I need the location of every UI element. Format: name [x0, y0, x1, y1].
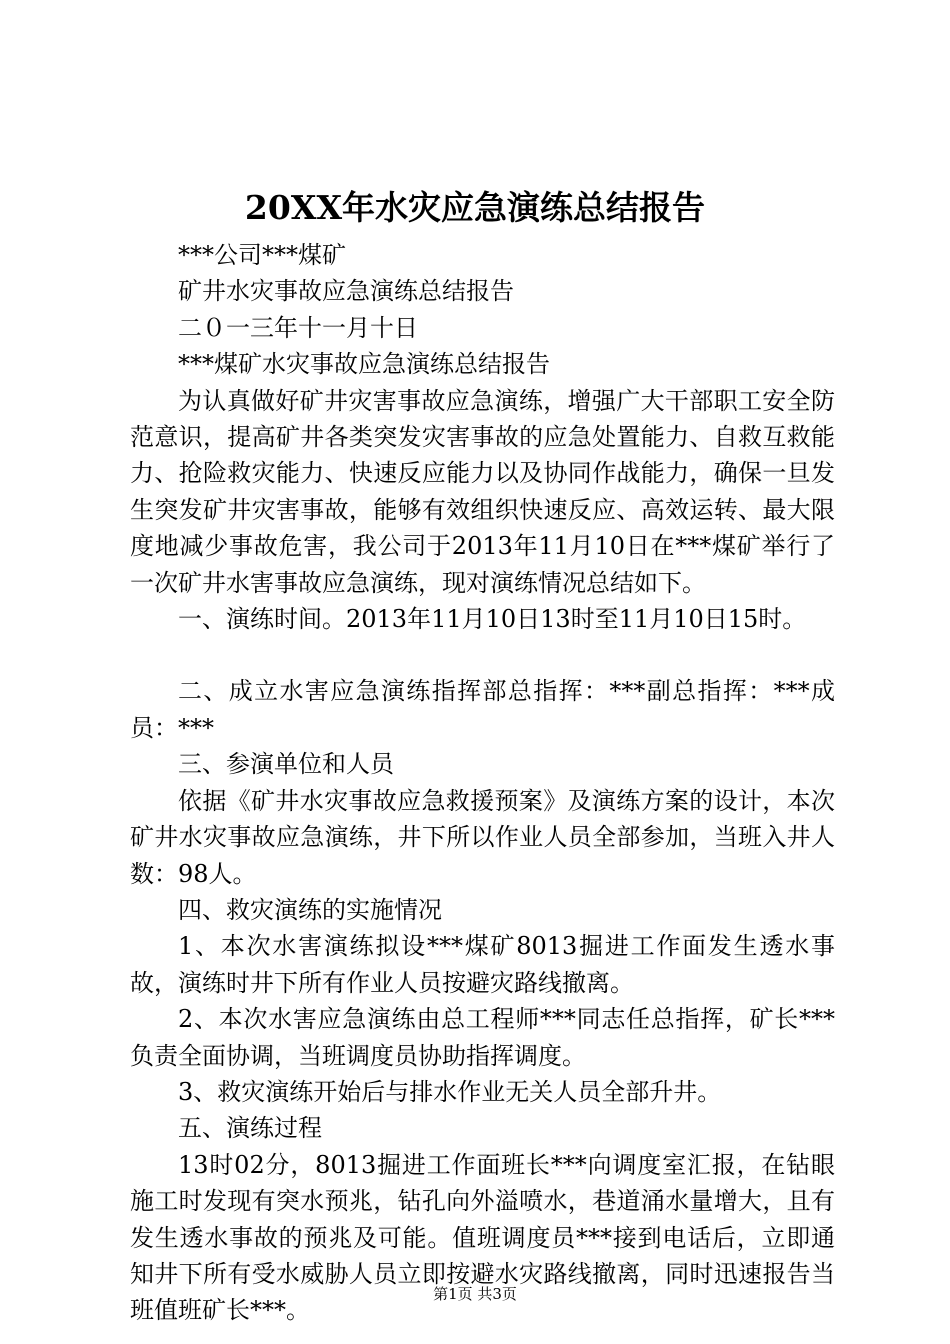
section-4-item-1: 1、本次水害演练拟设***煤矿8013掘进工作面发生透水事故，演练时井下所有作业人员按避灾路线撤离。: [130, 932, 835, 997]
section-3-heading: 三、参演单位和人员: [178, 750, 394, 779]
report-heading-line: ***煤矿水灾事故应急演练总结报告: [178, 350, 550, 379]
section-4-item-3: 3、救灾演练开始后与排水作业无关人员全部升井。: [178, 1077, 722, 1106]
section-1-time: 一、演练时间。2013年11月10日13时至11月10日15时。: [178, 605, 807, 634]
section-3-paragraph: 依据《矿井水灾事故应急救援预案》及演练方案的设计，本次矿井水灾事故应急演练，井下所以作业人员全部参加，当班入井人数：98人。: [130, 786, 835, 888]
document-title: 20XX年水灾应急演练总结报告: [244, 188, 706, 227]
section-5-paragraph: 13时02分，8013掘进工作面班长***向调度室汇报，在钻眼施工时发现有突水预兆，钻孔向外溢喷水，巷道涌水量增大，且有发生透水事故的预兆及可能。值班调度员***接到电话后，立即通知井下所有受水威胁人员立即按避水灾路线撤离，同时迅速报告当班值班矿长***。: [130, 1150, 835, 1325]
date-line: 二０一三年十一月十日: [178, 313, 418, 342]
section-4-item-2: 2、本次水害应急演练由总工程师***同志任总指挥，矿长***负责全面协调，当班调度员协助指挥调度。: [130, 1005, 835, 1070]
section-4-heading: 四、救灾演练的实施情况: [178, 895, 442, 924]
document-body: [130, 237, 835, 1329]
company-line: ***公司***煤矿: [178, 241, 346, 269]
section-2-command: 二、成立水害应急演练指挥部总指挥：***副总指挥：***成员：***: [130, 677, 835, 742]
page-number-footer: 第1页 共3页: [433, 1285, 517, 1303]
intro-paragraph: 为认真做好矿井灾害事故应急演练，增强广大干部职工安全防范意识，提高矿井各类突发灾害事故的应急处置能力、自救互救能力、抢险救灾能力、快速反应能力以及协同作战能力，确保一旦发生突发矿井灾害事故，能够有效组织快速反应、高效运转、最大限度地减少事故危害，我公司于2013年11月10日在***煤矿举行了一次矿井水害事故应急演练，现对演练情况总结如下。: [130, 386, 835, 597]
report-name-line: 矿井水灾事故应急演练总结报告: [178, 277, 514, 306]
section-5-heading: 五、演练过程: [178, 1114, 322, 1143]
